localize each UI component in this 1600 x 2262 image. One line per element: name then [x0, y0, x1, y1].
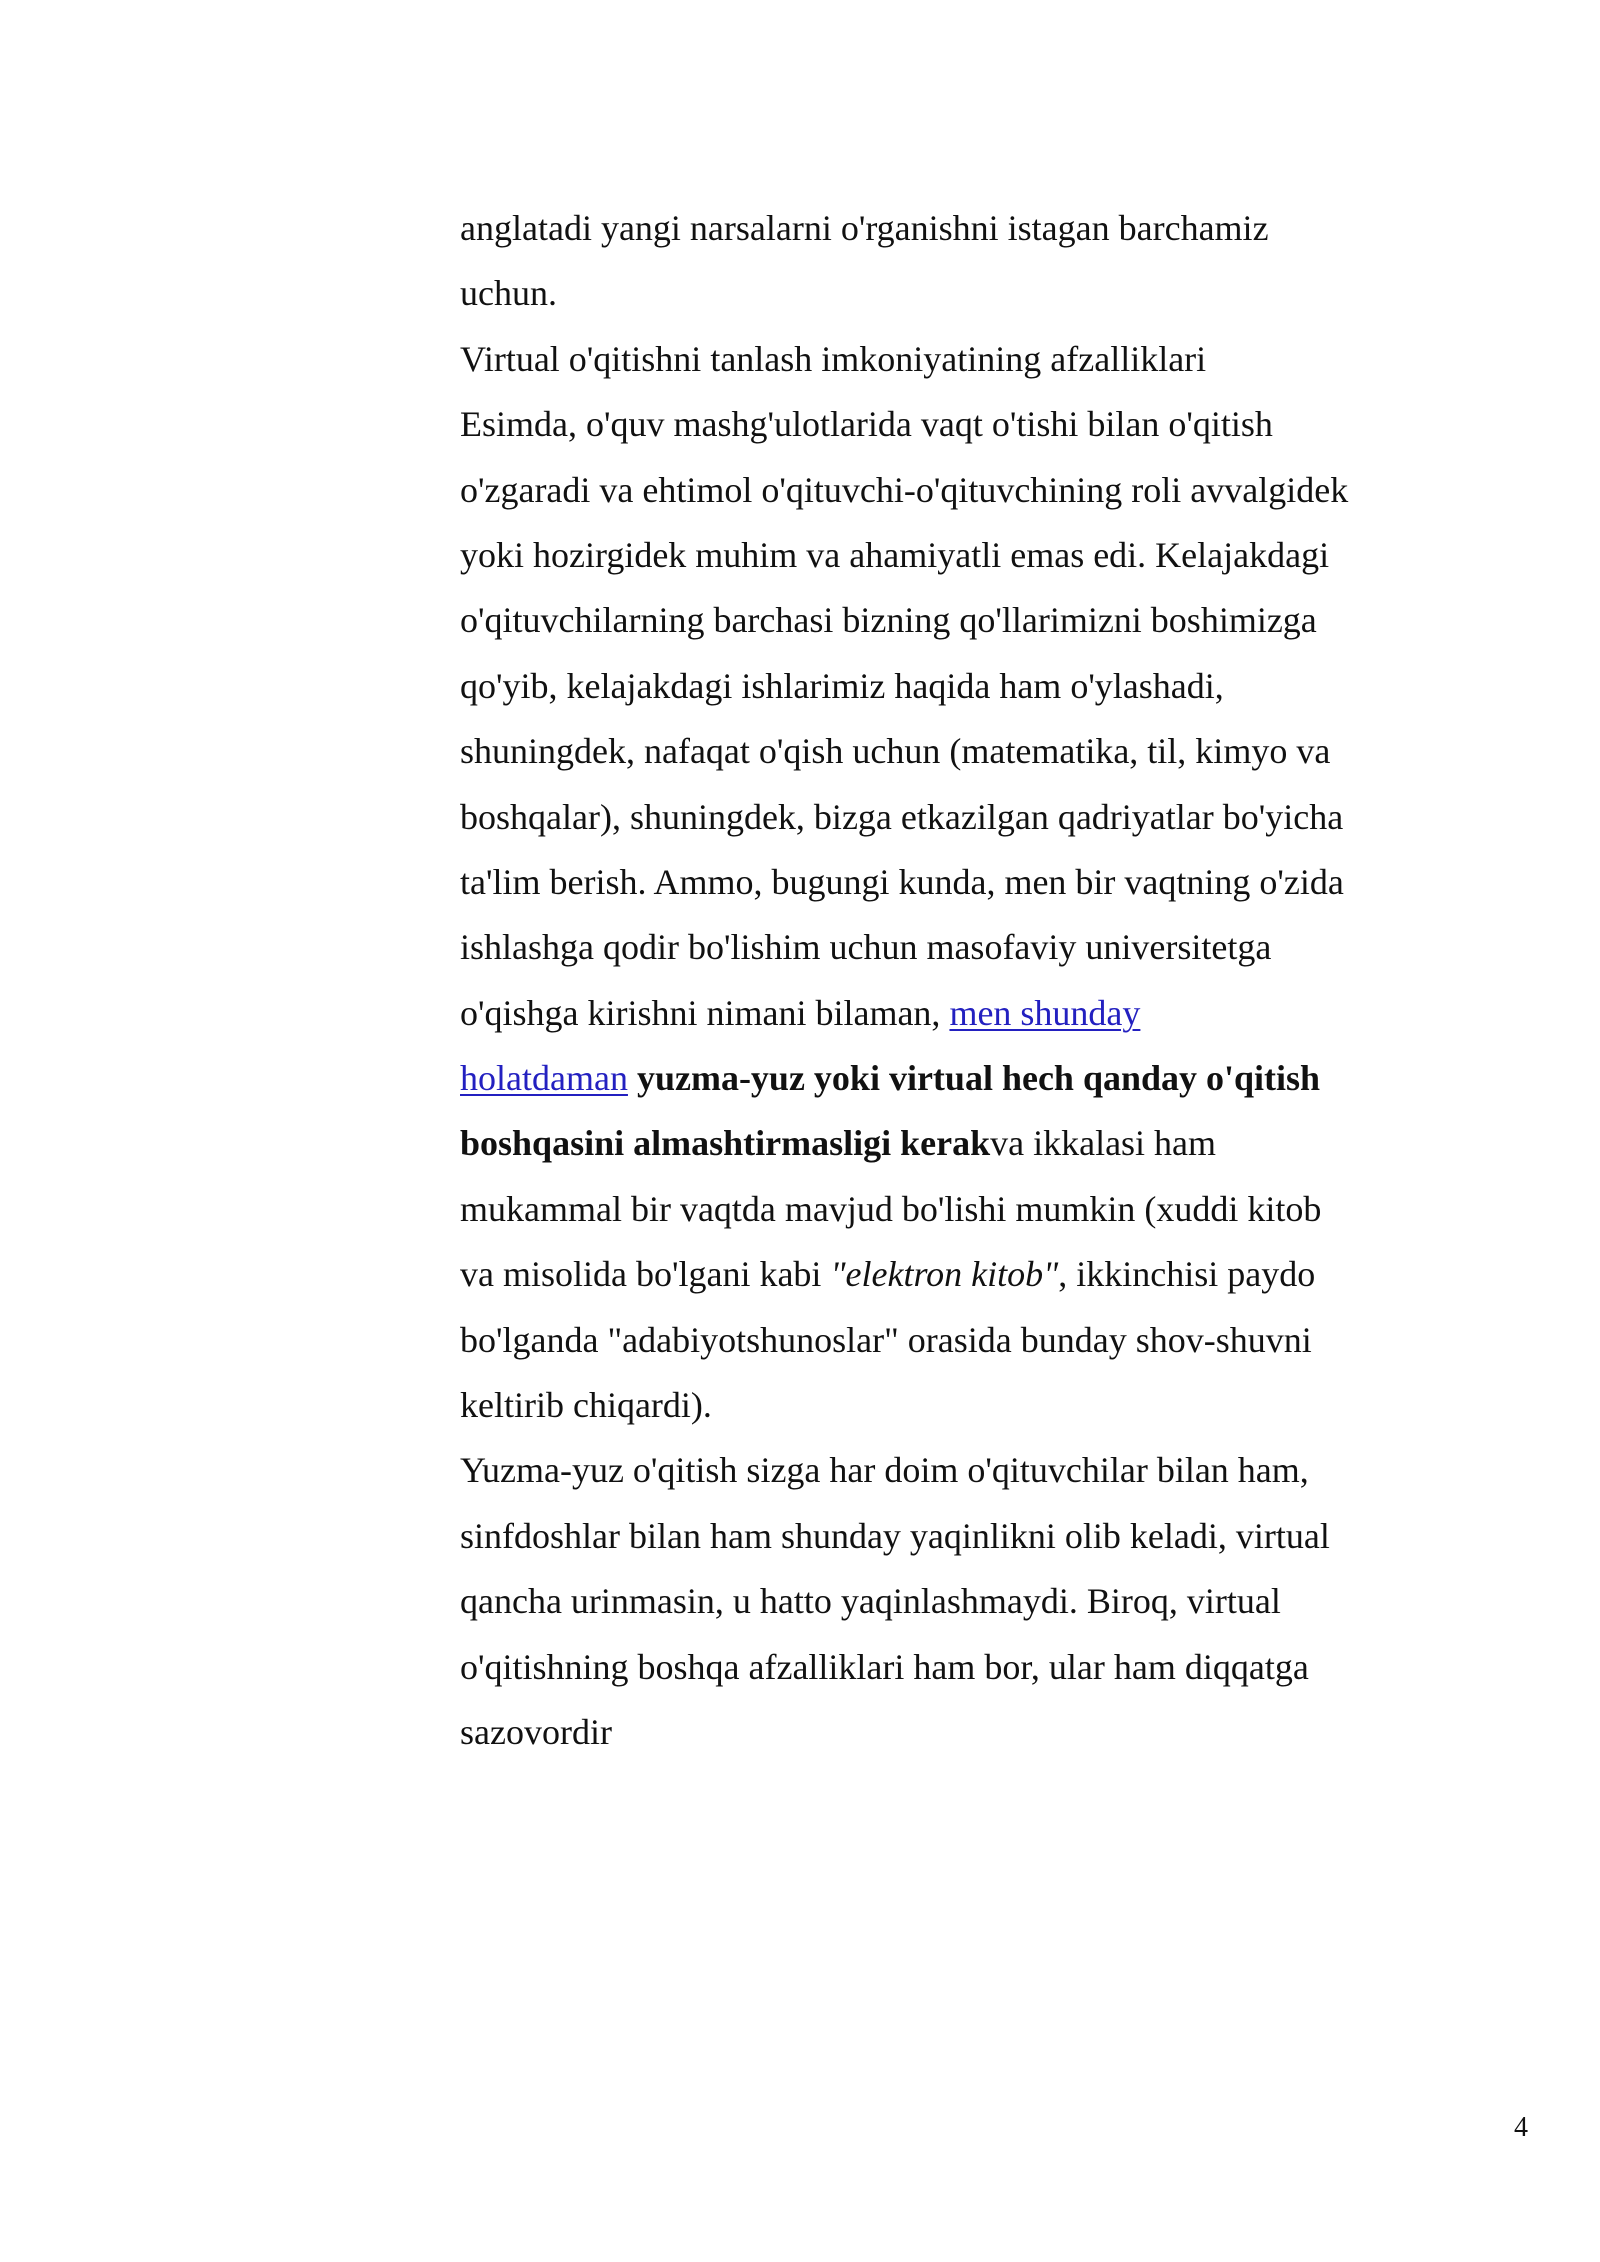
text-line: sazovordir — [460, 1711, 612, 1752]
section-heading: Virtual o'qitishni tanlash imkoniyatining afzalliklari — [460, 338, 1207, 379]
page-number: 4 — [1514, 2112, 1528, 2143]
hyperlink-part-2[interactable]: holatdaman — [460, 1058, 628, 1099]
text-line: shuningdek, nafaqat o'qish uchun (matematika, til, kimyo va — [460, 731, 1331, 772]
text-line: o'zgaradi va ehtimol o'qituvchi-o'qituvchining roli avvalgidek — [460, 469, 1349, 510]
text-line: boshqalar), shuningdek, bizga etkazilgan qadriyatlar bo'yicha — [460, 796, 1344, 837]
text-segment: , ikkinchisi paydo — [1058, 1254, 1316, 1295]
text-line: keltirib chiqardi). — [460, 1385, 712, 1426]
text-line: o'qituvchilarning barchasi bizning qo'llarimizni boshimizga — [460, 600, 1317, 641]
text-line: bo'lganda "adabiyotshunoslar" orasida bunday shov-shuvni — [460, 1319, 1312, 1360]
text-line — [460, 1242, 1420, 1307]
text-line — [460, 981, 1420, 1046]
text-line: Esimda, o'quv mashg'ulotlarida vaqt o'tishi bilan o'qitish — [460, 404, 1273, 445]
text-segment: va misolida bo'lgani kabi — [460, 1254, 831, 1295]
text-segment: va ikkalasi ham — [990, 1123, 1217, 1164]
text-line — [460, 1046, 1420, 1111]
text-segment: o'qishga kirishni nimani bilaman, — [460, 992, 950, 1033]
text-line: anglatadi yangi narsalarni o'rganishni istagan barchamiz — [460, 208, 1269, 248]
hyperlink-part-1[interactable]: men shunday — [949, 992, 1141, 1033]
italic-text: "elektron kitob" — [830, 1254, 1059, 1295]
text-line: qancha urinmasin, u hatto yaqinlashmaydi. Biroq, virtual — [460, 1581, 1281, 1622]
bold-text: yuzma-yuz yoki virtual hech qanday o'qitish — [627, 1058, 1321, 1099]
text-line: o'qitishning boshqa afzalliklari ham bor, ular ham diqqatga — [460, 1646, 1309, 1687]
text-line: uchun. — [460, 273, 557, 314]
text-line: ishlashga qodir bo'lishim uchun masofaviy universitetga — [460, 927, 1272, 968]
text-line: mukammal bir vaqtda mavjud bo'lishi mumkin (xuddi kitob — [460, 1188, 1322, 1229]
text-line: ta'lim berish. Ammo, bugungi kunda, men bir vaqtning o'zida — [460, 861, 1344, 902]
text-line: qo'yib, kelajakdagi ishlarimiz haqida ham o'ylashadi, — [460, 665, 1224, 706]
bold-text: boshqasini almashtirmasligi kerak — [460, 1123, 991, 1164]
text-line: sinfdoshlar bilan ham shunday yaqinlikni olib keladi, virtual — [460, 1515, 1330, 1556]
document-body — [460, 196, 1420, 1765]
text-line: yoki hozirgidek muhim va ahamiyatli emas edi. Kelajakdagi — [460, 534, 1330, 575]
text-line: Yuzma-yuz o'qitish sizga har doim o'qituvchilar bilan ham, — [460, 1450, 1309, 1491]
text-line — [460, 1111, 1420, 1176]
